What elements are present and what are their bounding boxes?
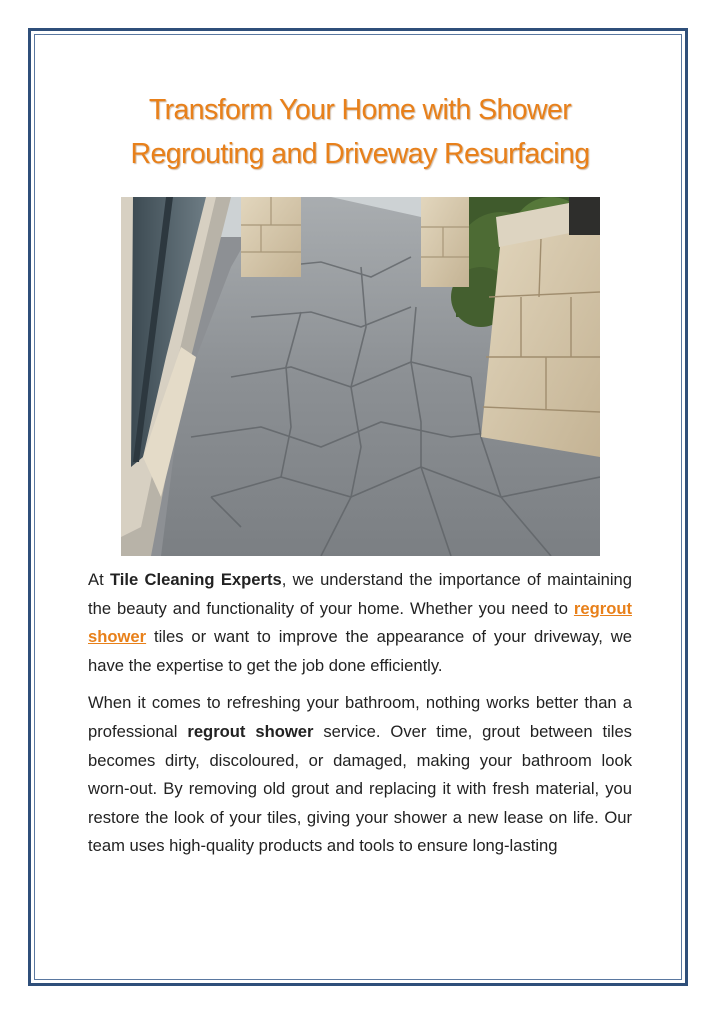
intro-middle: , we understand the importance of maintaining the beauty and functionality of your home. Whether you need to — [88, 570, 633, 618]
regrout-suffix: service. Over time, grout between tiles becomes dirty, discoloured, or damaged, making your bathroom look worn-out. By removing old grout and replacing it with fresh material, you restore the look of your tiles, giving your shower a new lease on life. Our team uses high-quality products and tools to ensure long-lasting — [88, 721, 632, 856]
intro-suffix: tiles or want to improve the appearance of your driveway, we have the expertise to get the job done efficiently. — [88, 627, 632, 675]
title-line-2: Regrouting and Driveway Resurfacing — [130, 138, 590, 170]
title-line-1: Transform Your Home with Shower — [148, 94, 572, 126]
article-body — [88, 566, 632, 870]
regrout-bold: regrout shower — [187, 721, 314, 741]
regrout-shower-link[interactable]: regrout shower — [88, 598, 632, 647]
page-title — [60, 88, 660, 176]
regrout-prefix: When it comes to refreshing your bathroom, nothing works better than a professional — [88, 693, 632, 741]
company-name: Tile Cleaning Experts — [109, 570, 282, 589]
paragraph-intro — [88, 566, 632, 680]
intro-prefix: At — [88, 570, 110, 589]
paragraph-regrout — [88, 689, 632, 861]
patio-stone-photo — [121, 197, 600, 556]
